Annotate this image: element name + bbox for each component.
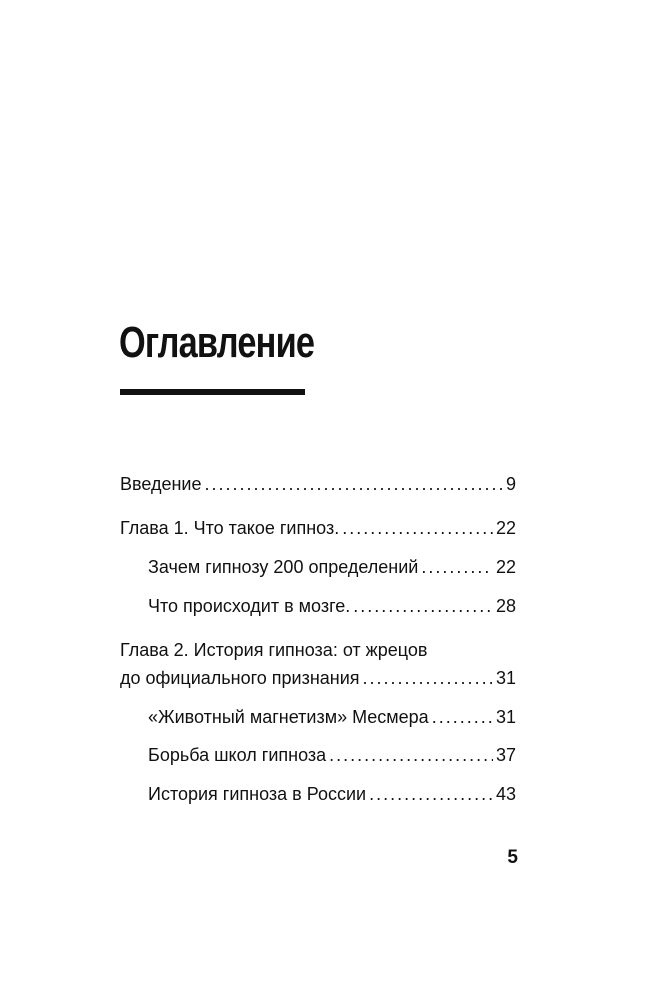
toc-leader-dots: [421, 553, 493, 581]
toc-entry-chapter-2[interactable]: [120, 636, 516, 692]
toc-entry-title: Глава 1. Что такое гипноз.: [120, 518, 340, 538]
toc-entry-chapter-2-section-1[interactable]: [148, 703, 516, 731]
page-title: Оглавление: [119, 318, 315, 367]
toc-entry-page: 28: [495, 596, 516, 616]
toc-entry-page: 9: [505, 474, 516, 494]
toc-leader-dots: [363, 664, 493, 692]
toc-leader-dots: [205, 470, 503, 498]
toc-leader-dots: [353, 592, 493, 620]
toc-entry-title: Что происходит в мозге.: [148, 596, 351, 616]
toc-entry-title: Введение: [120, 474, 202, 494]
toc-entry-title: Борьба школ гипноза: [148, 745, 327, 765]
toc-entry-page: 31: [495, 707, 516, 727]
toc-entry-page: 22: [495, 557, 516, 577]
toc-leader-dots: [329, 741, 493, 769]
toc-entry-chapter-2-section-3[interactable]: [148, 780, 516, 808]
toc-entry-chapter-1-section-2[interactable]: [148, 592, 516, 620]
toc-entry-chapter-2-section-2[interactable]: [148, 741, 516, 769]
toc-entry-chapter-1[interactable]: [120, 514, 516, 542]
title-underline: [120, 389, 305, 395]
toc-entry-title: Зачем гипнозу 200 определений: [148, 557, 419, 577]
page-number: 5: [507, 847, 518, 868]
toc-entry-page: 31: [495, 668, 516, 688]
toc-leader-dots: [369, 780, 493, 808]
toc-entry-page: 43: [495, 784, 516, 804]
toc-leader-dots: [432, 703, 493, 731]
toc-entry-title: История гипноза в России: [148, 784, 367, 804]
toc-entry-title-line-1: Глава 2. История гипноза: от жрецов: [120, 640, 428, 660]
toc-entry-introduction[interactable]: [120, 470, 516, 498]
toc-entry-title: «Животный магнетизм» Месмера: [148, 707, 429, 727]
toc-entry-page: 22: [495, 518, 516, 538]
toc-entry-page: 37: [495, 745, 516, 765]
toc-entry-title-line-2: до официального признания: [120, 668, 360, 688]
toc-leader-dots: [342, 514, 493, 542]
toc-entry-chapter-1-section-1[interactable]: [148, 553, 516, 581]
